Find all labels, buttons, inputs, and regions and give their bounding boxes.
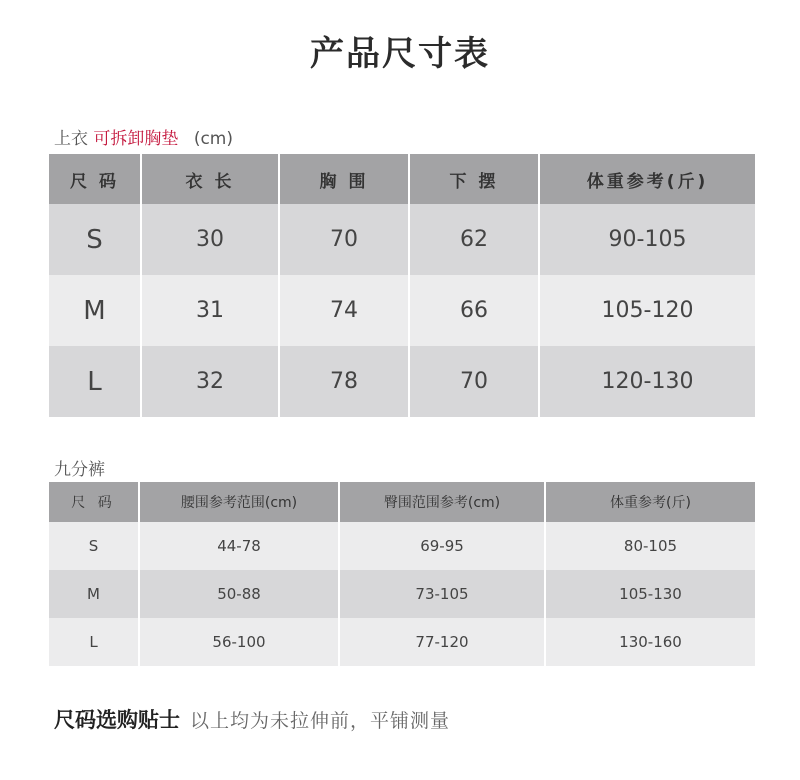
cell-size: S bbox=[49, 204, 141, 275]
top-label-prefix: 上衣 bbox=[54, 129, 88, 149]
cell-hem: 62 bbox=[409, 204, 539, 275]
table-row bbox=[49, 522, 755, 570]
cell-chest: 74 bbox=[279, 275, 409, 346]
cell-weight: 105-130 bbox=[545, 570, 755, 618]
tips-note: 以上均为未拉伸前，平铺测量 bbox=[190, 710, 451, 732]
cell-size: M bbox=[49, 570, 139, 618]
table-row bbox=[49, 204, 755, 275]
cell-hip: 73-105 bbox=[339, 570, 545, 618]
cell-weight: 105-120 bbox=[539, 275, 755, 346]
tips-heading: 尺码选购贴士 bbox=[54, 708, 180, 732]
table-row bbox=[49, 346, 755, 417]
top-section-label bbox=[54, 124, 233, 149]
table-row bbox=[49, 570, 755, 618]
table-row bbox=[49, 275, 755, 346]
table-header-row bbox=[49, 154, 755, 204]
size-tips bbox=[54, 704, 450, 734]
header-length: 衣 长 bbox=[141, 154, 279, 204]
cell-hem: 70 bbox=[409, 346, 539, 417]
header-size: 尺 码 bbox=[49, 154, 141, 204]
top-label-accent: 可拆卸胸垫 bbox=[93, 129, 179, 149]
table-header-row bbox=[49, 482, 755, 522]
cell-size: S bbox=[49, 522, 139, 570]
cell-weight: 120-130 bbox=[539, 346, 755, 417]
bottom-size-table bbox=[49, 482, 755, 666]
cell-chest: 78 bbox=[279, 346, 409, 417]
top-size-table bbox=[49, 154, 755, 417]
header-weight: 体重参考(斤) bbox=[539, 154, 755, 204]
header-chest: 胸 围 bbox=[279, 154, 409, 204]
cell-chest: 70 bbox=[279, 204, 409, 275]
cell-length: 32 bbox=[141, 346, 279, 417]
cell-length: 30 bbox=[141, 204, 279, 275]
cell-size: L bbox=[49, 346, 141, 417]
header-size: 尺 码 bbox=[49, 482, 139, 522]
bottom-section-label: 九分裤 bbox=[54, 460, 105, 480]
cell-hem: 66 bbox=[409, 275, 539, 346]
header-waist: 腰围参考范围(cm) bbox=[139, 482, 339, 522]
cell-waist: 50-88 bbox=[139, 570, 339, 618]
cell-length: 31 bbox=[141, 275, 279, 346]
header-hem: 下 摆 bbox=[409, 154, 539, 204]
top-label-unit: (cm) bbox=[193, 129, 233, 149]
header-weight: 体重参考(斤) bbox=[545, 482, 755, 522]
header-hip: 臀围范围参考(cm) bbox=[339, 482, 545, 522]
cell-weight: 80-105 bbox=[545, 522, 755, 570]
cell-weight: 130-160 bbox=[545, 618, 755, 666]
cell-waist: 56-100 bbox=[139, 618, 339, 666]
cell-weight: 90-105 bbox=[539, 204, 755, 275]
table-row bbox=[49, 618, 755, 666]
cell-size: M bbox=[49, 275, 141, 346]
page-title: 产品尺寸表 bbox=[310, 34, 490, 74]
cell-waist: 44-78 bbox=[139, 522, 339, 570]
cell-hip: 69-95 bbox=[339, 522, 545, 570]
cell-size: L bbox=[49, 618, 139, 666]
cell-hip: 77-120 bbox=[339, 618, 545, 666]
